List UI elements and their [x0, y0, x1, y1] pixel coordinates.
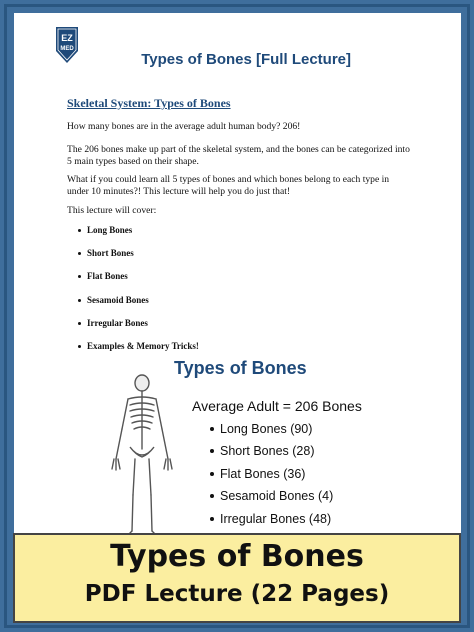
svg-text:EZ: EZ — [61, 33, 73, 43]
paragraph-3: What if you could learn all 5 types of bones and which bones belong to each type in under 10 minutes?! This lecture will help you do just that! — [67, 174, 390, 197]
bone-types-list — [210, 421, 333, 533]
cover-item: Examples & Memory Tricks! — [76, 340, 199, 363]
skeleton-illustration — [102, 373, 182, 533]
bone-type-item: Flat Bones (36) — [210, 466, 333, 488]
paragraph-1: How many bones are in the average adult human body? 206! — [67, 121, 301, 132]
promo-banner — [13, 533, 461, 623]
bone-type-item: Short Bones (28) — [210, 443, 333, 465]
cover-item: Short Bones — [76, 247, 199, 270]
document-page — [14, 13, 461, 533]
cover-list — [76, 224, 199, 363]
paragraph-4: This lecture will cover: — [67, 205, 157, 216]
paragraph-2: The 206 bones make up part of the skeletal system, and the bones can be categorized into 5 main types based on their shape. — [67, 144, 410, 167]
cover-item: Sesamoid Bones — [76, 294, 199, 317]
document-title: Types of Bones [Full Lecture] — [141, 51, 351, 68]
banner-subtitle: PDF Lecture (22 Pages) — [84, 581, 390, 607]
bone-type-item: Sesamoid Bones (4) — [210, 488, 333, 510]
banner-title: Types of Bones — [110, 539, 364, 574]
bone-type-item: Long Bones (90) — [210, 421, 333, 443]
slide-title: Types of Bones — [174, 358, 307, 378]
section-heading: Skeletal System: Types of Bones — [67, 96, 231, 110]
cover-item: Flat Bones — [76, 270, 199, 293]
cover-item: Long Bones — [76, 224, 199, 247]
cover-item: Irregular Bones — [76, 317, 199, 340]
svg-text:MED: MED — [60, 46, 74, 52]
bone-type-item: Irregular Bones (48) — [210, 511, 333, 533]
slide-subtitle: Average Adult = 206 Bones — [192, 398, 362, 414]
